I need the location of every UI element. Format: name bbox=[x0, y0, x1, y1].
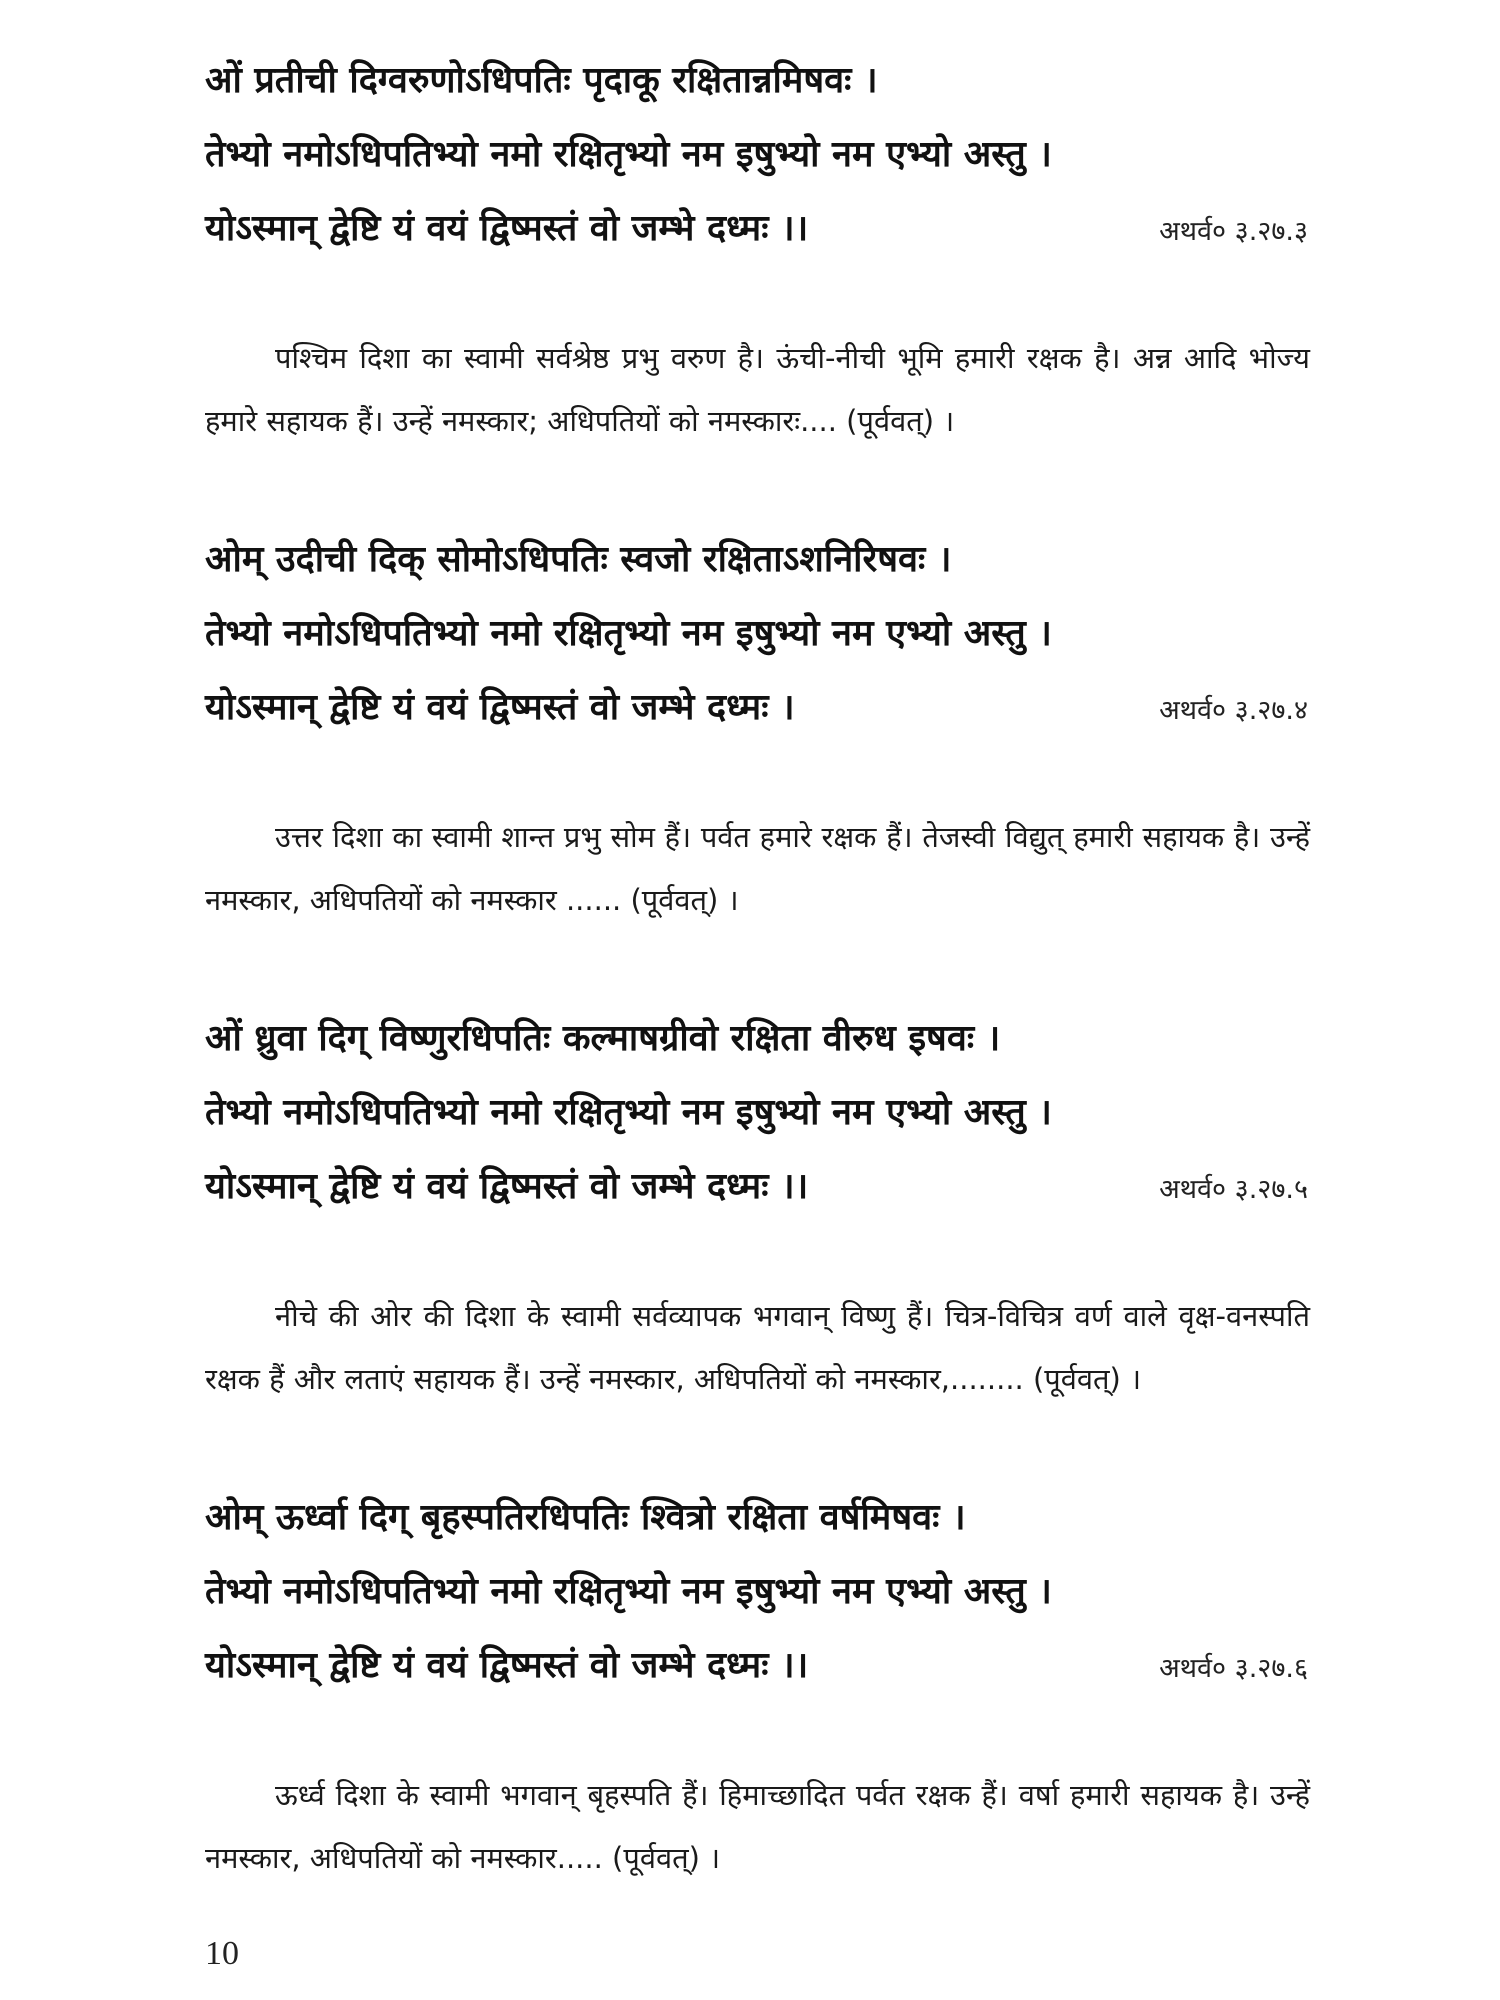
translation-paragraph: पश्चिम दिशा का स्वामी सर्वश्रेष्ठ प्रभु वरुण है। ऊंची-नीची भूमि हमारी रक्षक है। अन्न आदि भोज्य हमारे सहायक हैं। उन्हें नमस्कार; अधिपतियों को नमस्कारः.... (पूर्ववत्) । bbox=[205, 341, 1310, 438]
mantra-text: योऽस्मान् द्वेष्टि यं वयं द्विष्मस्तं वो जम्भे दध्मः ।। bbox=[205, 1166, 809, 1207]
mantra-text: ओं ध्रुवा दिग् विष्णुरधिपतिः कल्माषग्रीवो रक्षिता वीरुध इषवः । bbox=[205, 1018, 1001, 1059]
page-body bbox=[205, 44, 1310, 1890]
mantra-text: योऽस्मान् द्वेष्टि यं वयं द्विष्मस्तं वो जम्भे दध्मः । bbox=[205, 687, 795, 728]
mantra-block bbox=[205, 523, 1310, 748]
mantra-text: ओम् उदीची दिक् सोमोऽधिपतिः स्वजो रक्षिताऽशनिरिषवः । bbox=[205, 539, 952, 580]
verse-section-below bbox=[205, 1002, 1310, 1481]
translation-paragraph: नीचे की ओर की दिशा के स्वामी सर्वव्यापक भगवान् विष्णु हैं। चित्र-विचित्र वर्ण वाले वृक्ष-वनस्पति रक्षक हैं और लताएं सहायक हैं। उन्हें नमस्कार, अधिपतियों को नमस्कार,........ (पूर्ववत्) । bbox=[205, 1299, 1310, 1396]
mantra-line bbox=[205, 597, 1310, 671]
mantra-line bbox=[205, 44, 1310, 118]
verse-reference: अथर्व० ३.२७.४ bbox=[1159, 695, 1308, 726]
mantra-text: योऽस्मान् द्वेष्टि यं वयं द्विष्मस्तं वो जम्भे दध्मः ।। bbox=[205, 208, 809, 249]
verse-section-above bbox=[205, 1481, 1310, 1890]
verse-reference: अथर्व० ३.२७.३ bbox=[1159, 216, 1308, 247]
mantra-text: तेभ्यो नमोऽधिपतिभ्यो नमो रक्षितृभ्यो नम इषुभ्यो नम एभ्यो अस्तु । bbox=[205, 134, 1052, 175]
mantra-line bbox=[205, 523, 1310, 597]
mantra-line bbox=[205, 671, 1310, 748]
verse-section-north bbox=[205, 523, 1310, 1002]
mantra-text: तेभ्यो नमोऽधिपतिभ्यो नमो रक्षितृभ्यो नम इषुभ्यो नम एभ्यो अस्तु । bbox=[205, 1092, 1052, 1133]
verse-section-west bbox=[205, 44, 1310, 523]
mantra-text: योऽस्मान् द्वेष्टि यं वयं द्विष्मस्तं वो जम्भे दध्मः ।। bbox=[205, 1645, 809, 1686]
mantra-block bbox=[205, 1002, 1310, 1227]
verse-reference: अथर्व० ३.२७.५ bbox=[1159, 1174, 1308, 1205]
mantra-line bbox=[205, 1481, 1310, 1555]
mantra-line bbox=[205, 118, 1310, 192]
mantra-line bbox=[205, 1150, 1310, 1227]
mantra-line bbox=[205, 1076, 1310, 1150]
translation-paragraph: उत्तर दिशा का स्वामी शान्त प्रभु सोम हैं। पर्वत हमारे रक्षक हैं। तेजस्वी विद्युत् हमारी सहायक है। उन्हें नमस्कार, अधिपतियों को नमस्कार ...... (पूर्ववत्) । bbox=[205, 820, 1310, 917]
mantra-text: ओम् ऊर्ध्वा दिग् बृहस्पतिरधिपतिः श्वित्रो रक्षिता वर्षमिषवः । bbox=[205, 1497, 966, 1538]
mantra-text: ओं प्रतीची दिग्वरुणोऽधिपतिः पृदाकू रक्षितान्नमिषवः । bbox=[205, 60, 878, 101]
mantra-text: तेभ्यो नमोऽधिपतिभ्यो नमो रक्षितृभ्यो नम इषुभ्यो नम एभ्यो अस्तु । bbox=[205, 1571, 1052, 1612]
mantra-line bbox=[205, 1629, 1310, 1706]
translation-paragraph: ऊर्ध्व दिशा के स्वामी भगवान् बृहस्पति हैं। हिमाच्छादित पर्वत रक्षक हैं। वर्षा हमारी सहायक है। उन्हें नमस्कार, अधिपतियों को नमस्कार..... (पूर्ववत्) । bbox=[205, 1778, 1310, 1875]
mantra-text: तेभ्यो नमोऽधिपतिभ्यो नमो रक्षितृभ्यो नम इषुभ्यो नम एभ्यो अस्तु । bbox=[205, 613, 1052, 654]
mantra-line bbox=[205, 1555, 1310, 1629]
verse-reference: अथर्व० ३.२७.६ bbox=[1159, 1653, 1308, 1684]
page-number: 10 bbox=[205, 1935, 239, 1972]
mantra-block bbox=[205, 1481, 1310, 1706]
mantra-line bbox=[205, 1002, 1310, 1076]
mantra-line bbox=[205, 192, 1310, 269]
mantra-block bbox=[205, 44, 1310, 269]
